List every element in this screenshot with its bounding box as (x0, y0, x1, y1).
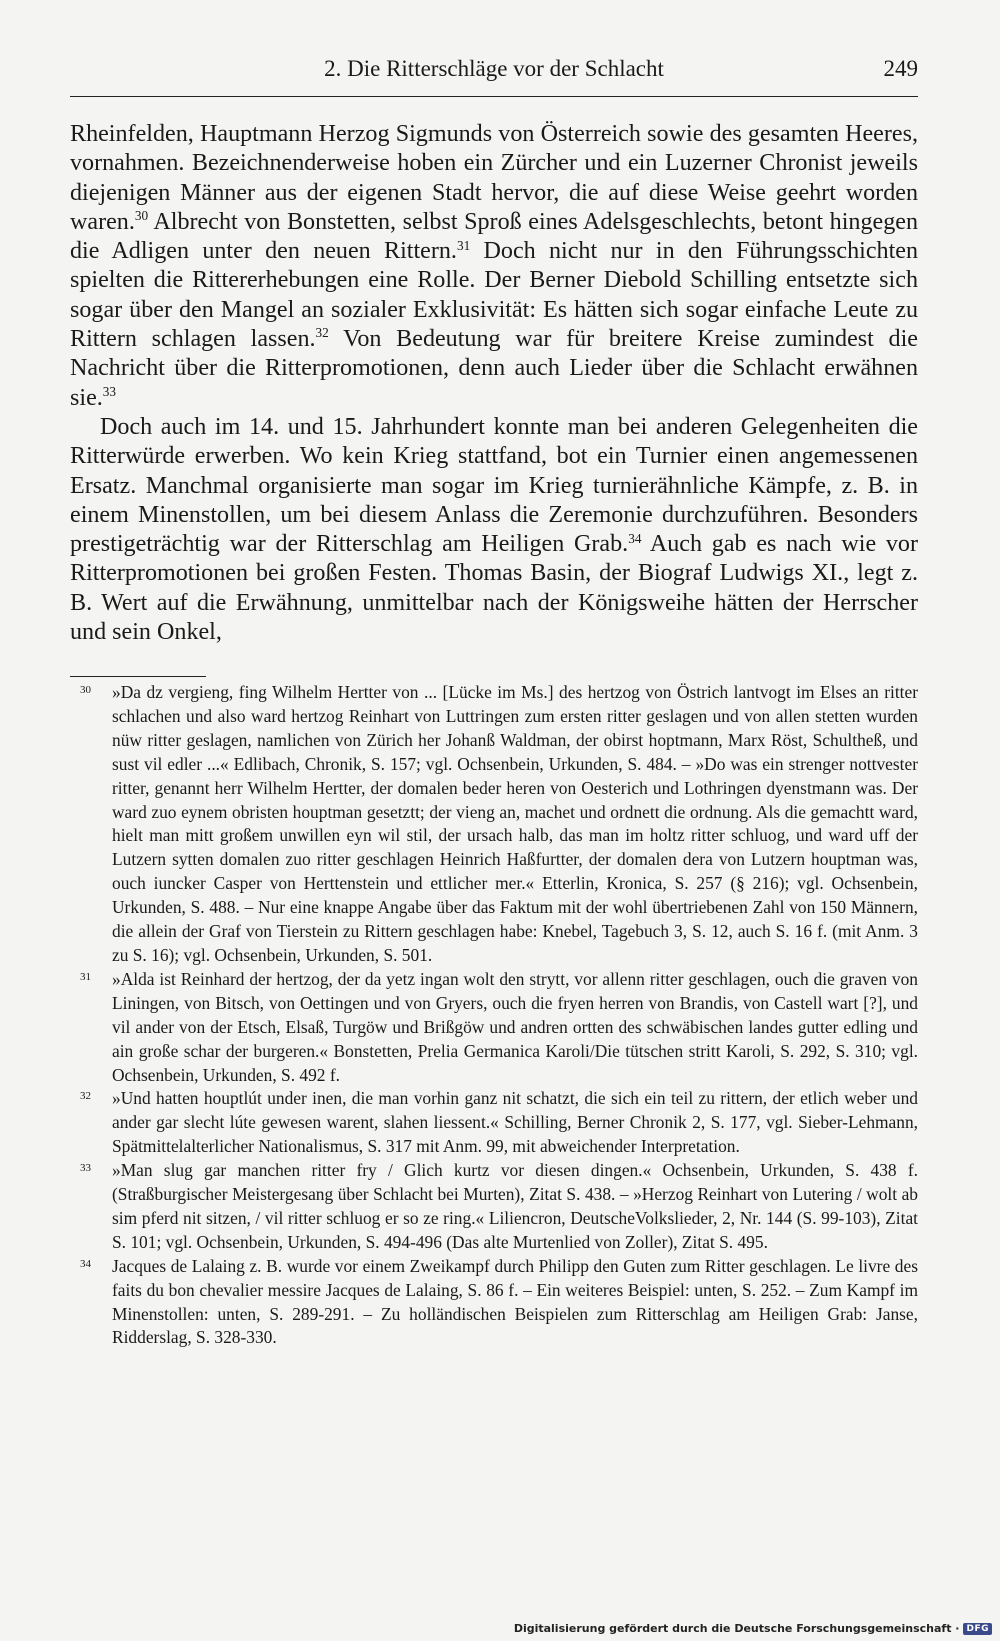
text-run: Von Bedeutung war für breitere Kreise zumindest die Nachricht über die Ritterpromotionen, denn auch Lieder über die Schlacht erwähnen sie. (70, 326, 918, 411)
footnote-ref: 30 (134, 208, 149, 224)
footnote-text: »Alda ist Reinhard der hertzog, der da yetz ingan wolt den strytt, vor allenn ritter geschlagen, ouch die graven von Liningen, von Bitsch, von Oettingen und von Gryers, ouch die fryen herren von Brandis, von Castell wart [?], und vil ander von der Etsch, Elsaß, Turgöw und Brißgöw und andren ortten des schwäbischen landes gutter edling und ain große schar der burgeren.« Bonstetten, Prelia Germanica Karoli/Die tütschen stritt Karoli, S. 292, S. 310; vgl. Ochsenbein, Urkunden, S. 492 f. (112, 968, 918, 1085)
footnote-rule (70, 676, 206, 677)
dfg-logo-icon: DFG (963, 1623, 992, 1635)
footnote-ref: 34 (628, 530, 642, 546)
footnotes (70, 681, 918, 1350)
footnote-34 (70, 1255, 918, 1351)
footnote-number: 31 (80, 970, 91, 983)
footnote-31 (70, 968, 918, 1088)
footnote-ref: 33 (102, 384, 117, 400)
text-run: Albrecht von Bonstetten, selbst Sproß eines Adelsgeschlechts, betont hingegen die Adligen unter den neuen Rittern. (70, 208, 918, 265)
footnote-ref: 32 (315, 325, 329, 341)
running-header (70, 56, 918, 100)
text-run: Doch auch im 14. und 15. Jahrhundert konnte man bei anderen Gelegenheiten die Ritterwürde erwerben. Wo kein Krieg stattfand, bot ein Turnier einen angemessenen Ersatz. Manchmal organisierte man sogar im Krieg turnierähnliche Kämpfe, z. B. in einem Minenstollen, um bei diesem Anlass die Zeremonie durchzuführen. Besonders prestigeträchtig war der Ritterschlag am Heiligen Grab. (70, 413, 918, 558)
footnote-number: 30 (80, 684, 91, 696)
credit-text: Digitalisierung gefördert durch die Deutsche Forschungsgemeinschaft · (513, 1622, 960, 1635)
footnote-32 (70, 1087, 918, 1159)
footnote-30 (70, 681, 918, 968)
paragraph-2 (70, 413, 918, 647)
footnote-number: 34 (80, 1257, 91, 1270)
footnote-33 (70, 1159, 918, 1255)
footnote-text: Jacques de Lalaing z. B. wurde vor einem Zweikampf durch Philipp den Guten zum Ritter geschlagen. Le livre des faits du bon chevalier messire Jacques de Lalaing, S. 86 f. – Ein weiteres Beispiel: unten, S. 252. – Zum Kampf im Minenstollen: unten, S. 289-291. – Zu holländischen Beispielen zum Ritterschlag am Heiligen Grab: Janse, Ridderslag, S. 328-330. (112, 1255, 918, 1348)
running-title: 2. Die Ritterschläge vor der Schlacht (324, 56, 664, 81)
paragraph-1 (70, 120, 918, 413)
main-text (70, 120, 918, 647)
page-number: 249 (883, 56, 918, 81)
footnote-text: »Man slug gar manchen ritter fry / Glich kurtz vor diesen dingen.« Ochsenbein, Urkunden, S. 438 f. (Straßburgischer Meistergesang über Schlacht bei Murten), Zitat S. 438. – »Herzog Reinhart von Lutering / wolt ab sim pferd nit sitzen, / vil ritter schluog er so ze ring.« Liliencron, DeutscheVolkslieder, 2, Nr. 144 (S. 99-103), Zitat S. 101; vgl. Ochsenbein, Urkunden, S. 494-496 (Das alte Murtenlied von Zoller), Zitat S. 495. (112, 1160, 918, 1252)
footnote-number: 32 (80, 1090, 91, 1103)
text-run: Rheinfelden, Hauptmann Herzog Sigmunds von Österreich sowie des gesamten Heeres, vornahmen. Bezeichnenderweise hoben ein Zürcher und ein Luzerner Chronist jeweils diejenigen Männer aus der eigenen Stadt hervor, die auf diese Weise geehrt worden waren. (70, 121, 918, 235)
footnote-ref: 31 (456, 237, 471, 253)
header-rule (70, 96, 918, 97)
text-run: Doch nicht nur in den Führungsschichten spielten die Rittererhebungen eine Rolle. Der Berner Diebold Schilling entsetzte sich sogar über den Mangel an sozialer Exklusivität: Es hätten sich sogar einfache Leute zu Rittern schlagen lassen. (70, 238, 919, 353)
text-run: Auch gab es nach wie vor Ritterpromotionen bei großen Festen. Thomas Basin, der Biograf Ludwigs XI., legt z. B. Wert auf die Erwähnung, unmittelbar nach der Königsweihe hätten der Herrscher und sein Onkel, (70, 531, 919, 646)
footnote-number: 33 (80, 1162, 91, 1175)
digitization-credit (514, 1622, 992, 1635)
footnote-text: »Da dz vergieng, fing Wilhelm Hertter von ... [Lücke im Ms.] des hertzog von Östrich lantvogt im Elses an ritter schlachen und also ward hertzog Reinhart von Luttringen zum ersten ritter geslagen und von allen stetten wurden nüw ritter geslagen, namlichen von Zürich her Johanß Waldman, der obirst hoptmann, Marx Röst, Schultheß, und sust vil edler ...« Edlibach, Chronik, S. 157; vgl. Ochsenbein, Urkunden, S. 484. – »Do was ein strenger nottvester ritter, genannt herr Wilhelm Hertter, der domalen beder heren von Oesterich und Lothringen dyenstmann was. Der ward zuo eynem obristen houptman gesetztt; der vieng an, machet und ordnett die ordnung. Als die gemachtt ward, hielt man mitt großem unwillen eyn wil stil, der ursach halb, das man im holtz ritter schluog, und ward uff der Lutzern sytten domalen zuo ritter geschlagen Heinrich Haßfurtter, der domalen dera von Lutzern houptman was, ouch iuncker Casper von Herttenstein und ettlicher mer.« Etterlin, Kronica, S. 257 (§ 216); vgl. Ochsenbein, Urkunden, S. 488. – Nur eine knappe Angabe über das Faktum mit der wohl übertriebenen Zahl von 150 Männern, die allein der Graf von Tierstein zu Rittern geschlagen habe: Knebel, Tagebuch 3, S. 12, auch S. 16 f. (mit Anm. 3 zu S. 16); vgl. Ochsenbein, Urkunden, S. 501. (112, 682, 918, 965)
footnote-text: »Und hatten houptlút under inen, die man vorhin ganz nit schatzt, die sich ein teil zu rittern, der etlich weber und ander gar slecht lúte gewesen warent, slahen liessent.« Schilling, Berner Chronik 2, S. 177, vgl. Sieber-Lehmann, Spätmittelalterlicher Nationalismus, S. 317 mit Anm. 99, mit abweichender Interpretation. (112, 1088, 918, 1157)
